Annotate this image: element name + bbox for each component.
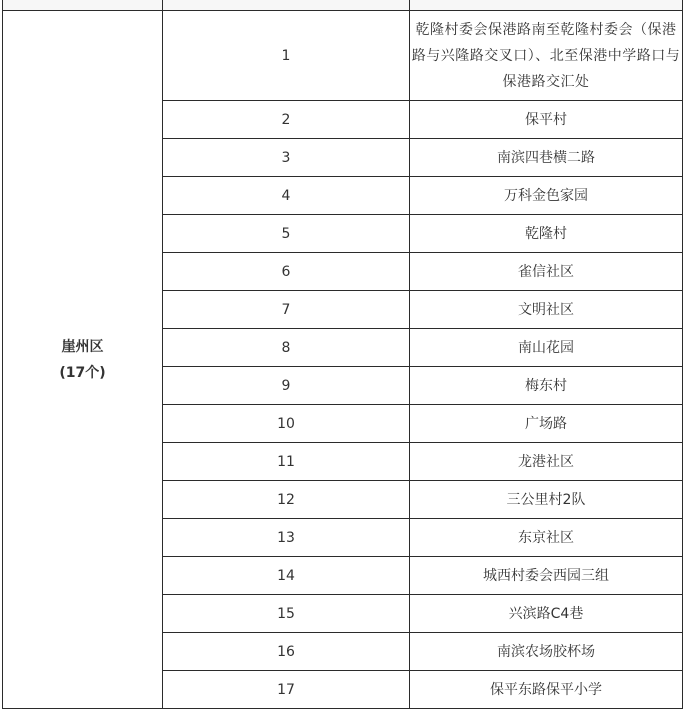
row-number: 9 — [163, 367, 410, 405]
row-number: 5 — [163, 215, 410, 253]
row-place: 南山花园 — [410, 329, 683, 367]
row-place: 城西村委会西园三组 — [410, 557, 683, 595]
row-number: 14 — [163, 557, 410, 595]
row-number: 8 — [163, 329, 410, 367]
row-number: 15 — [163, 595, 410, 633]
row-place: 兴滨路C4巷 — [410, 595, 683, 633]
row-place: 南滨四巷横二路 — [410, 139, 683, 177]
table-header-row — [3, 0, 683, 11]
row-number: 17 — [163, 671, 410, 709]
district-name: 崖州区 — [61, 338, 104, 355]
row-number: 10 — [163, 405, 410, 443]
row-place: 东京社区 — [410, 519, 683, 557]
row-number: 2 — [163, 101, 410, 139]
row-number: 6 — [163, 253, 410, 291]
header-cell — [3, 0, 163, 11]
row-number: 12 — [163, 481, 410, 519]
district-count: (17个) — [59, 364, 106, 381]
header-cell — [163, 0, 410, 11]
row-place: 三公里村2队 — [410, 481, 683, 519]
row-place: 龙港社区 — [410, 443, 683, 481]
row-place: 乾隆村 — [410, 215, 683, 253]
row-number: 4 — [163, 177, 410, 215]
row-number: 1 — [163, 11, 410, 101]
row-place: 乾隆村委会保港路南至乾隆村委会（保港路与兴隆路交叉口）、北至保港中学路口与保港路交汇处 — [410, 11, 683, 101]
table-row — [3, 11, 683, 101]
location-table — [2, 0, 683, 709]
row-number: 7 — [163, 291, 410, 329]
district-cell — [3, 11, 163, 709]
row-place: 万科金色家园 — [410, 177, 683, 215]
row-number: 3 — [163, 139, 410, 177]
row-place: 保平东路保平小学 — [410, 671, 683, 709]
row-number: 16 — [163, 633, 410, 671]
row-place: 文明社区 — [410, 291, 683, 329]
row-number: 13 — [163, 519, 410, 557]
row-place: 广场路 — [410, 405, 683, 443]
row-place: 梅东村 — [410, 367, 683, 405]
header-cell — [410, 0, 683, 11]
row-number: 11 — [163, 443, 410, 481]
row-place: 保平村 — [410, 101, 683, 139]
row-place: 雀信社区 — [410, 253, 683, 291]
row-place: 南滨农场胶杯场 — [410, 633, 683, 671]
